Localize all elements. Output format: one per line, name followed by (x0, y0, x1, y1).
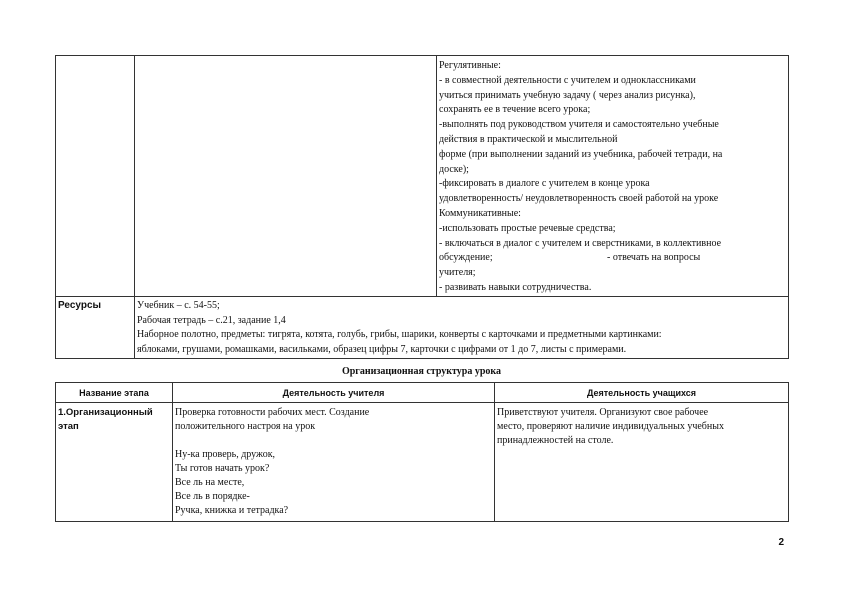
header-row (56, 383, 789, 403)
text-line: - включаться в диалог с учителем и сверстниками, в коллективное (439, 237, 722, 249)
stage-cell (56, 403, 173, 522)
comm-line-left: обсуждение; (439, 252, 493, 264)
text-line: доске); (439, 163, 469, 175)
text-line: Регулятивные: (439, 60, 501, 71)
resources-label: Ресурсы (56, 296, 135, 358)
students-cell (495, 403, 789, 522)
stage-name (58, 406, 170, 434)
text-line: - развивать навыки сотрудничества. (439, 281, 592, 293)
text-line: Приветствуют учителя. Организуют свое рабочее (497, 407, 709, 418)
student-activity (497, 406, 786, 448)
poem-line: Ну-ка проверь, дружок, (175, 449, 276, 460)
comm-split-line (439, 251, 786, 266)
page-number: 2 (778, 537, 784, 548)
uud-cell (437, 56, 789, 297)
top-table (55, 55, 789, 359)
teacher-activity (175, 406, 492, 434)
resource-line: Наборное полотно, предметы: тигрята, котята, голубь, грибы, шарики, конверты с карточками и предметными картинками: (137, 329, 662, 341)
resources-lines (137, 299, 786, 358)
resources-cell (135, 296, 789, 358)
teacher-cell (173, 403, 495, 522)
resources-row (56, 296, 789, 358)
text-line: - в совместной деятельности с учителем и одноклассниками (439, 74, 696, 86)
header-stage: Название этапа (56, 383, 173, 403)
text-line: сохранять ее в течение всего урока; (439, 104, 591, 116)
resource-line: Учебник – с. 54-55; (137, 299, 220, 311)
text-line: Коммуникативные: (439, 207, 521, 219)
poem-line: Ручка, книжка и тетрадка? (175, 505, 289, 516)
header-students: Деятельность учащихся (495, 383, 789, 403)
empty-cell (135, 56, 437, 297)
text-line: форме (при выполнении заданий из учебника, рабочей тетради, на (439, 148, 723, 160)
empty-cell (56, 56, 135, 297)
comm-line-right: - отвечать на вопросы (607, 252, 701, 264)
text-line: удовлетворенность/ неудовлетворенность своей работой на уроке (439, 193, 719, 205)
text-line: -фиксировать в диалоге с учителем в конце урока (439, 178, 650, 190)
header-teacher: Деятельность учителя (173, 383, 495, 403)
poem-line: Все ль на месте, (175, 477, 245, 488)
teacher-poem (175, 448, 492, 518)
stage-line: 1.Организационный (58, 407, 153, 418)
comm-tail-lines (439, 266, 786, 296)
text-line: принадлежностей на столе. (497, 435, 614, 446)
top-table-row (56, 56, 789, 297)
stage-line: этап (58, 421, 79, 432)
poem-line: Все ль в порядке- (175, 491, 250, 502)
text-line: учиться принимать учебную задачу ( через анализ рисунка), (439, 89, 696, 101)
uud-lines (439, 59, 786, 251)
text-line: положительного настроя на урок (175, 421, 316, 432)
resource-line: Рабочая тетрадь – с.21, задание 1,4 (137, 314, 286, 326)
text-line: действия в практической и мыслительной (439, 133, 618, 145)
table-row (56, 403, 789, 522)
text-line: -выполнять под руководством учителя и самостоятельно учебные (439, 119, 719, 131)
org-structure-table (55, 382, 789, 522)
resource-line: яблоками, грушами, ромашками, васильками, образец цифры 7, карточки с цифрами от 1 до 7, листы с примерами. (137, 344, 627, 356)
text-line: -использовать простые речевые средства; (439, 222, 616, 234)
text-line: место, проверяют наличие индивидуальных учебных (497, 421, 724, 432)
text-line: учителя; (439, 267, 476, 279)
section-title: Организационная структура урока (341, 366, 502, 377)
text-line: Проверка готовности рабочих мест. Создание (175, 407, 370, 418)
poem-line: Ты готов начать урок? (175, 463, 270, 474)
